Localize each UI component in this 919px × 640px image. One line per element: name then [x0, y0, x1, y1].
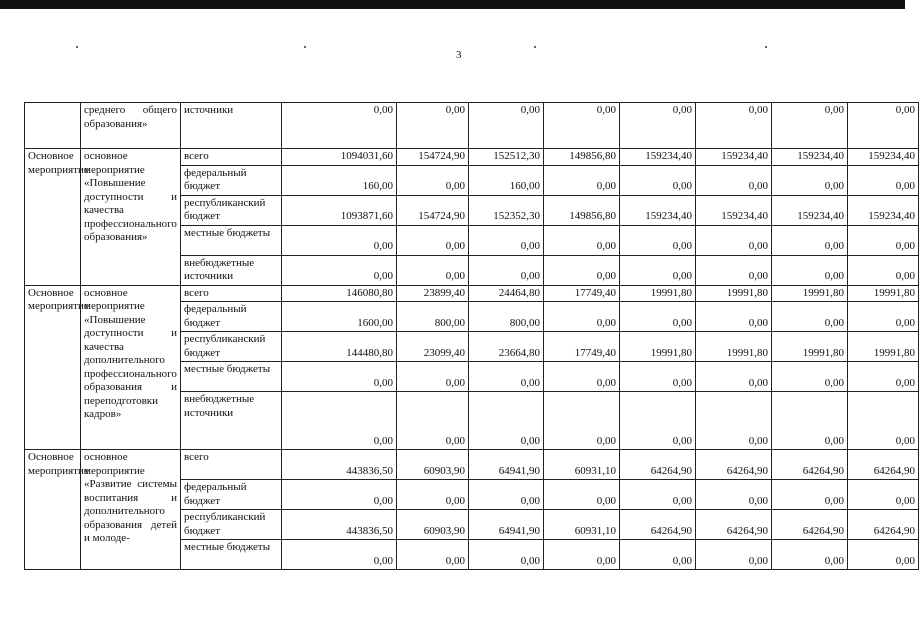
total-amount-cell: 0,00: [282, 255, 397, 285]
year-amount-cell: 19991,80: [848, 332, 919, 362]
measure-type-cell: Основное мероприятие: [25, 149, 81, 286]
year-amount-cell: 0,00: [469, 225, 544, 255]
year-amount-cell: 0,00: [544, 540, 620, 570]
measure-type-cell: Основное мероприятие: [25, 285, 81, 450]
year-amount-cell: 0,00: [397, 540, 469, 570]
total-amount-cell: 1093871,60: [282, 195, 397, 225]
year-amount-cell: 60903,90: [397, 450, 469, 480]
year-amount-cell: 64264,90: [696, 450, 772, 480]
year-amount-cell: 0,00: [620, 302, 696, 332]
year-amount-cell: 159234,40: [620, 149, 696, 166]
year-amount-cell: 64264,90: [772, 450, 848, 480]
year-amount-cell: 0,00: [772, 103, 848, 149]
year-amount-cell: 19991,80: [696, 285, 772, 302]
year-amount-cell: 19991,80: [772, 285, 848, 302]
measure-name-cell: основное мероприятие «Развитие системы воспитания и дополнительного образования детей и молоде-: [81, 450, 181, 570]
year-amount-cell: 0,00: [397, 103, 469, 149]
total-amount-cell: 443836,50: [282, 450, 397, 480]
year-amount-cell: 159234,40: [696, 195, 772, 225]
year-amount-cell: 159234,40: [848, 195, 919, 225]
total-amount-cell: 443836,50: [282, 510, 397, 540]
total-amount-cell: 0,00: [282, 392, 397, 450]
year-amount-cell: 149856,80: [544, 149, 620, 166]
scan-top-border: [0, 0, 905, 9]
year-amount-cell: 0,00: [620, 392, 696, 450]
year-amount-cell: 19991,80: [696, 332, 772, 362]
year-amount-cell: 0,00: [397, 255, 469, 285]
funding-source-cell: местные бюджеты: [181, 225, 282, 255]
funding-source-cell: всего: [181, 149, 282, 166]
year-amount-cell: 159234,40: [848, 149, 919, 166]
year-amount-cell: 0,00: [397, 225, 469, 255]
budget-table-body: [25, 103, 919, 570]
year-amount-cell: 800,00: [469, 302, 544, 332]
year-amount-cell: 0,00: [544, 302, 620, 332]
year-amount-cell: 0,00: [544, 225, 620, 255]
year-amount-cell: 0,00: [397, 165, 469, 195]
funding-source-cell: всего: [181, 285, 282, 302]
year-amount-cell: 17749,40: [544, 285, 620, 302]
year-amount-cell: 0,00: [696, 540, 772, 570]
year-amount-cell: 159234,40: [772, 195, 848, 225]
year-amount-cell: 23899,40: [397, 285, 469, 302]
year-amount-cell: 60931,10: [544, 510, 620, 540]
year-amount-cell: 0,00: [848, 480, 919, 510]
total-amount-cell: 0,00: [282, 480, 397, 510]
year-amount-cell: 0,00: [772, 480, 848, 510]
year-amount-cell: 0,00: [772, 255, 848, 285]
year-amount-cell: 60903,90: [397, 510, 469, 540]
year-amount-cell: 64941,90: [469, 450, 544, 480]
year-amount-cell: 0,00: [772, 362, 848, 392]
year-amount-cell: 160,00: [469, 165, 544, 195]
year-amount-cell: 0,00: [544, 165, 620, 195]
year-amount-cell: 149856,80: [544, 195, 620, 225]
funding-source-cell: источники: [181, 103, 282, 149]
year-amount-cell: 0,00: [772, 392, 848, 450]
year-amount-cell: 152512,30: [469, 149, 544, 166]
funding-source-cell: федеральный бюджет: [181, 165, 282, 195]
measure-name-cell: основное мероприятие «Повышение доступности и качества профессионального образования»: [81, 149, 181, 286]
year-amount-cell: 64264,90: [848, 450, 919, 480]
year-amount-cell: 0,00: [620, 540, 696, 570]
year-amount-cell: 0,00: [620, 362, 696, 392]
year-amount-cell: 0,00: [696, 103, 772, 149]
year-amount-cell: 0,00: [544, 480, 620, 510]
year-amount-cell: 800,00: [397, 302, 469, 332]
funding-source-cell: республиканский бюджет: [181, 510, 282, 540]
year-amount-cell: 24464,80: [469, 285, 544, 302]
funding-source-cell: внебюджетные источники: [181, 255, 282, 285]
measure-type-cell: [25, 103, 81, 149]
funding-source-cell: федеральный бюджет: [181, 302, 282, 332]
year-amount-cell: 0,00: [397, 362, 469, 392]
year-amount-cell: 0,00: [696, 255, 772, 285]
year-amount-cell: 0,00: [772, 165, 848, 195]
year-amount-cell: 0,00: [848, 302, 919, 332]
year-amount-cell: 60931,10: [544, 450, 620, 480]
year-amount-cell: 0,00: [696, 165, 772, 195]
year-amount-cell: 17749,40: [544, 332, 620, 362]
year-amount-cell: 0,00: [848, 165, 919, 195]
year-amount-cell: 64264,90: [696, 510, 772, 540]
year-amount-cell: 0,00: [544, 255, 620, 285]
year-amount-cell: 19991,80: [620, 332, 696, 362]
scan-speck: [304, 46, 306, 48]
measure-type-cell: Основное мероприятие: [25, 450, 81, 570]
year-amount-cell: 0,00: [696, 362, 772, 392]
year-amount-cell: 0,00: [772, 302, 848, 332]
funding-source-cell: всего: [181, 450, 282, 480]
year-amount-cell: 0,00: [620, 480, 696, 510]
year-amount-cell: 19991,80: [620, 285, 696, 302]
year-amount-cell: 64264,90: [772, 510, 848, 540]
table-row: [25, 285, 919, 302]
year-amount-cell: 0,00: [469, 362, 544, 392]
year-amount-cell: 64264,90: [848, 510, 919, 540]
funding-source-cell: местные бюджеты: [181, 540, 282, 570]
year-amount-cell: 0,00: [469, 480, 544, 510]
total-amount-cell: 144480,80: [282, 332, 397, 362]
year-amount-cell: 159234,40: [772, 149, 848, 166]
year-amount-cell: 0,00: [469, 392, 544, 450]
year-amount-cell: 159234,40: [696, 149, 772, 166]
total-amount-cell: 0,00: [282, 103, 397, 149]
table-row: [25, 149, 919, 166]
year-amount-cell: 0,00: [696, 392, 772, 450]
year-amount-cell: 0,00: [544, 362, 620, 392]
year-amount-cell: 0,00: [620, 103, 696, 149]
year-amount-cell: 154724,90: [397, 195, 469, 225]
year-amount-cell: 64941,90: [469, 510, 544, 540]
scan-speck: [76, 46, 78, 48]
year-amount-cell: 23099,40: [397, 332, 469, 362]
year-amount-cell: 0,00: [696, 225, 772, 255]
year-amount-cell: 0,00: [544, 392, 620, 450]
year-amount-cell: 0,00: [772, 225, 848, 255]
year-amount-cell: 0,00: [469, 103, 544, 149]
total-amount-cell: 0,00: [282, 540, 397, 570]
budget-table: [24, 102, 919, 570]
year-amount-cell: 0,00: [620, 165, 696, 195]
funding-source-cell: внебюджетные источники: [181, 392, 282, 450]
page-number: 3: [456, 49, 462, 61]
scan-speck: [765, 46, 767, 48]
measure-name-cell: основное мероприятие «Повышение доступности и качества дополнительного профессионального образования и переподготовки кадров»: [81, 285, 181, 450]
year-amount-cell: 0,00: [848, 392, 919, 450]
year-amount-cell: 0,00: [696, 480, 772, 510]
total-amount-cell: 0,00: [282, 225, 397, 255]
year-amount-cell: 0,00: [620, 255, 696, 285]
year-amount-cell: 0,00: [397, 480, 469, 510]
year-amount-cell: 154724,90: [397, 149, 469, 166]
funding-source-cell: республиканский бюджет: [181, 332, 282, 362]
table-row: [25, 450, 919, 480]
total-amount-cell: 146080,80: [282, 285, 397, 302]
year-amount-cell: 0,00: [544, 103, 620, 149]
scan-speck: [534, 46, 536, 48]
year-amount-cell: 0,00: [469, 540, 544, 570]
year-amount-cell: 0,00: [469, 255, 544, 285]
year-amount-cell: 0,00: [397, 392, 469, 450]
total-amount-cell: 1094031,60: [282, 149, 397, 166]
measure-name-cell: среднего общего образования»: [81, 103, 181, 149]
year-amount-cell: 19991,80: [848, 285, 919, 302]
funding-source-cell: федеральный бюджет: [181, 480, 282, 510]
year-amount-cell: 0,00: [620, 225, 696, 255]
total-amount-cell: 0,00: [282, 362, 397, 392]
year-amount-cell: 64264,90: [620, 450, 696, 480]
year-amount-cell: 159234,40: [620, 195, 696, 225]
year-amount-cell: 0,00: [848, 103, 919, 149]
year-amount-cell: 152352,30: [469, 195, 544, 225]
year-amount-cell: 23664,80: [469, 332, 544, 362]
year-amount-cell: 0,00: [848, 362, 919, 392]
year-amount-cell: 64264,90: [620, 510, 696, 540]
year-amount-cell: 0,00: [848, 225, 919, 255]
year-amount-cell: 19991,80: [772, 332, 848, 362]
year-amount-cell: 0,00: [848, 255, 919, 285]
year-amount-cell: 0,00: [696, 302, 772, 332]
total-amount-cell: 1600,00: [282, 302, 397, 332]
funding-source-cell: республиканский бюджет: [181, 195, 282, 225]
year-amount-cell: 0,00: [772, 540, 848, 570]
funding-source-cell: местные бюджеты: [181, 362, 282, 392]
table-row: [25, 103, 919, 149]
year-amount-cell: 0,00: [848, 540, 919, 570]
total-amount-cell: 160,00: [282, 165, 397, 195]
